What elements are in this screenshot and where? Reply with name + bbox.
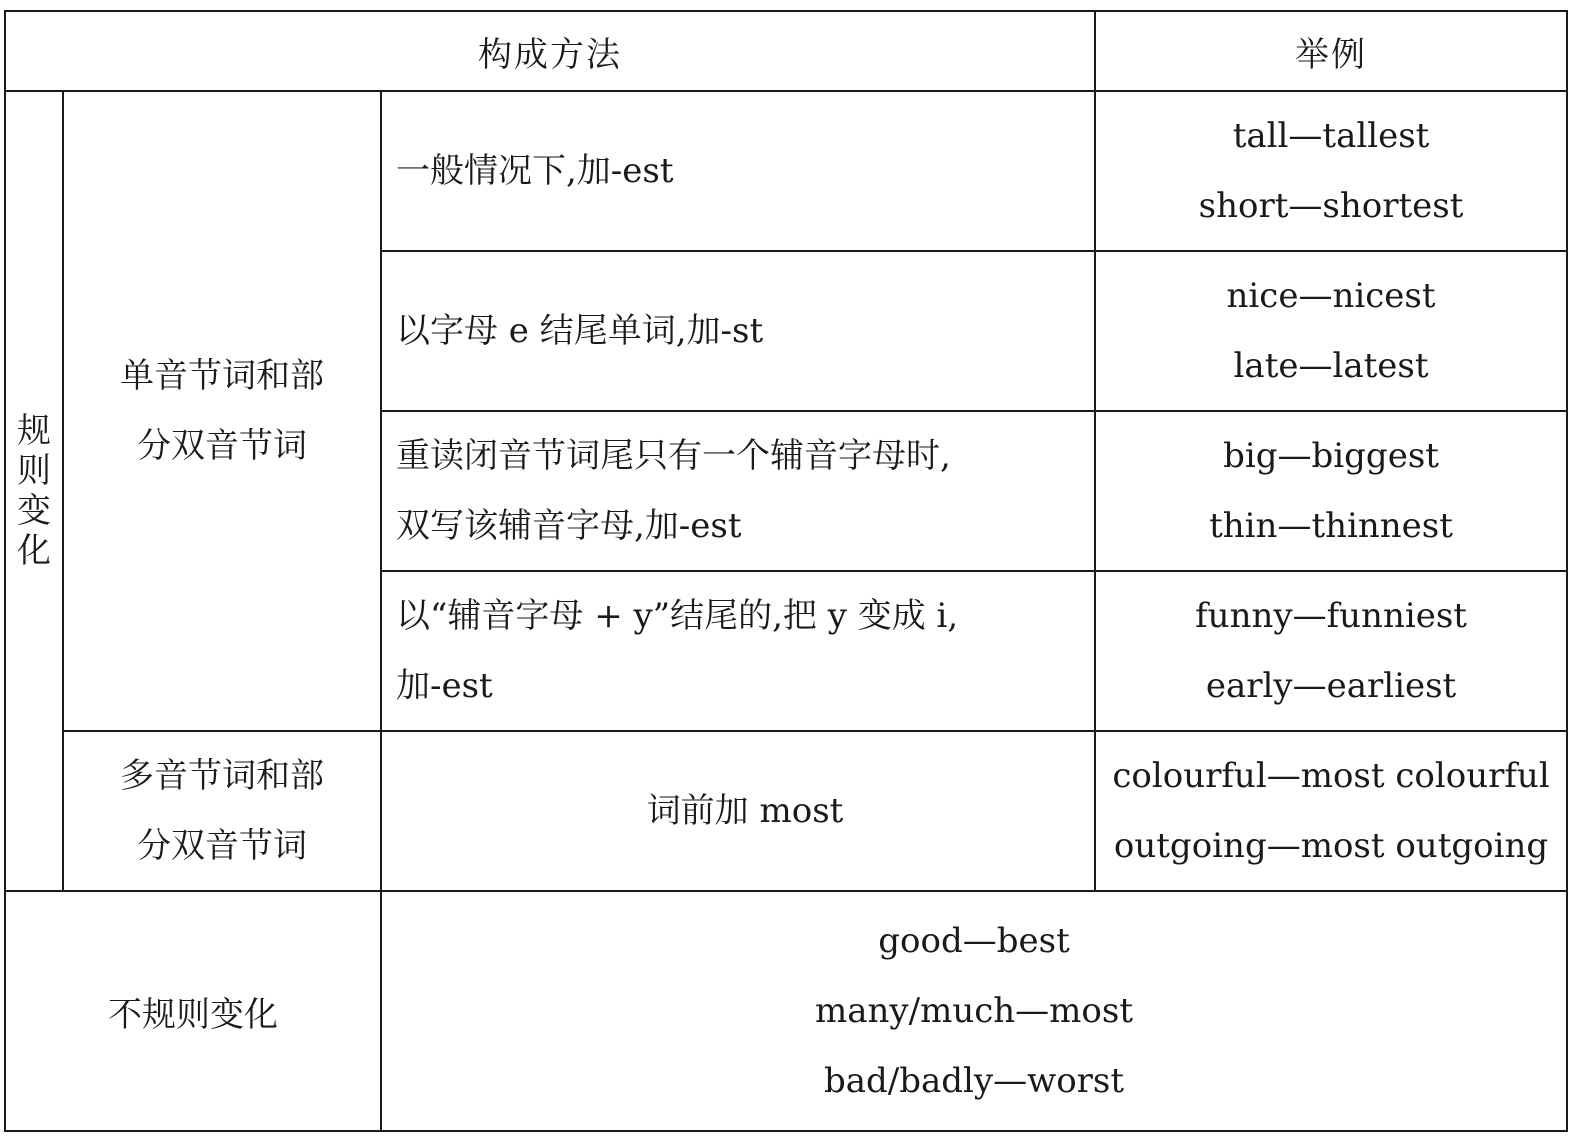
superlative-formation-table	[4, 10, 1568, 1132]
example-cell: funny—funniest early—earliest	[1095, 571, 1567, 731]
irregular-change-label: 不规则变化	[5, 891, 381, 1131]
header-example: 举例	[1095, 11, 1567, 91]
method-cell: 以“辅音字母 + y”结尾的,把 y 变成 i, 加-est	[381, 571, 1095, 731]
header-method: 构成方法	[5, 11, 1095, 91]
irregular-examples-cell: good—best many/much—most bad/badly—worst	[381, 891, 1567, 1131]
example-cell: colourful—most colourful outgoing—most outgoing	[1095, 731, 1567, 891]
header-row	[5, 11, 1567, 91]
category-monosyllabic: 单音节词和部 分双音节词	[63, 91, 381, 731]
example-cell: nice—nicest late—latest	[1095, 251, 1567, 411]
example-cell: big—biggest thin—thinnest	[1095, 411, 1567, 571]
method-cell: 词前加 most	[381, 731, 1095, 891]
method-cell: 重读闭音节词尾只有一个辅音字母时, 双写该辅音字母,加-est	[381, 411, 1095, 571]
example-cell: tall—tallest short—shortest	[1095, 91, 1567, 251]
regular-change-label: 规 则 变 化	[5, 91, 63, 891]
table-row	[5, 91, 1567, 251]
method-cell: 以字母 e 结尾单词,加-st	[381, 251, 1095, 411]
method-cell: 一般情况下,加-est	[381, 91, 1095, 251]
table-row	[5, 891, 1567, 1131]
table-row	[5, 731, 1567, 891]
category-polysyllabic: 多音节词和部 分双音节词	[63, 731, 381, 891]
